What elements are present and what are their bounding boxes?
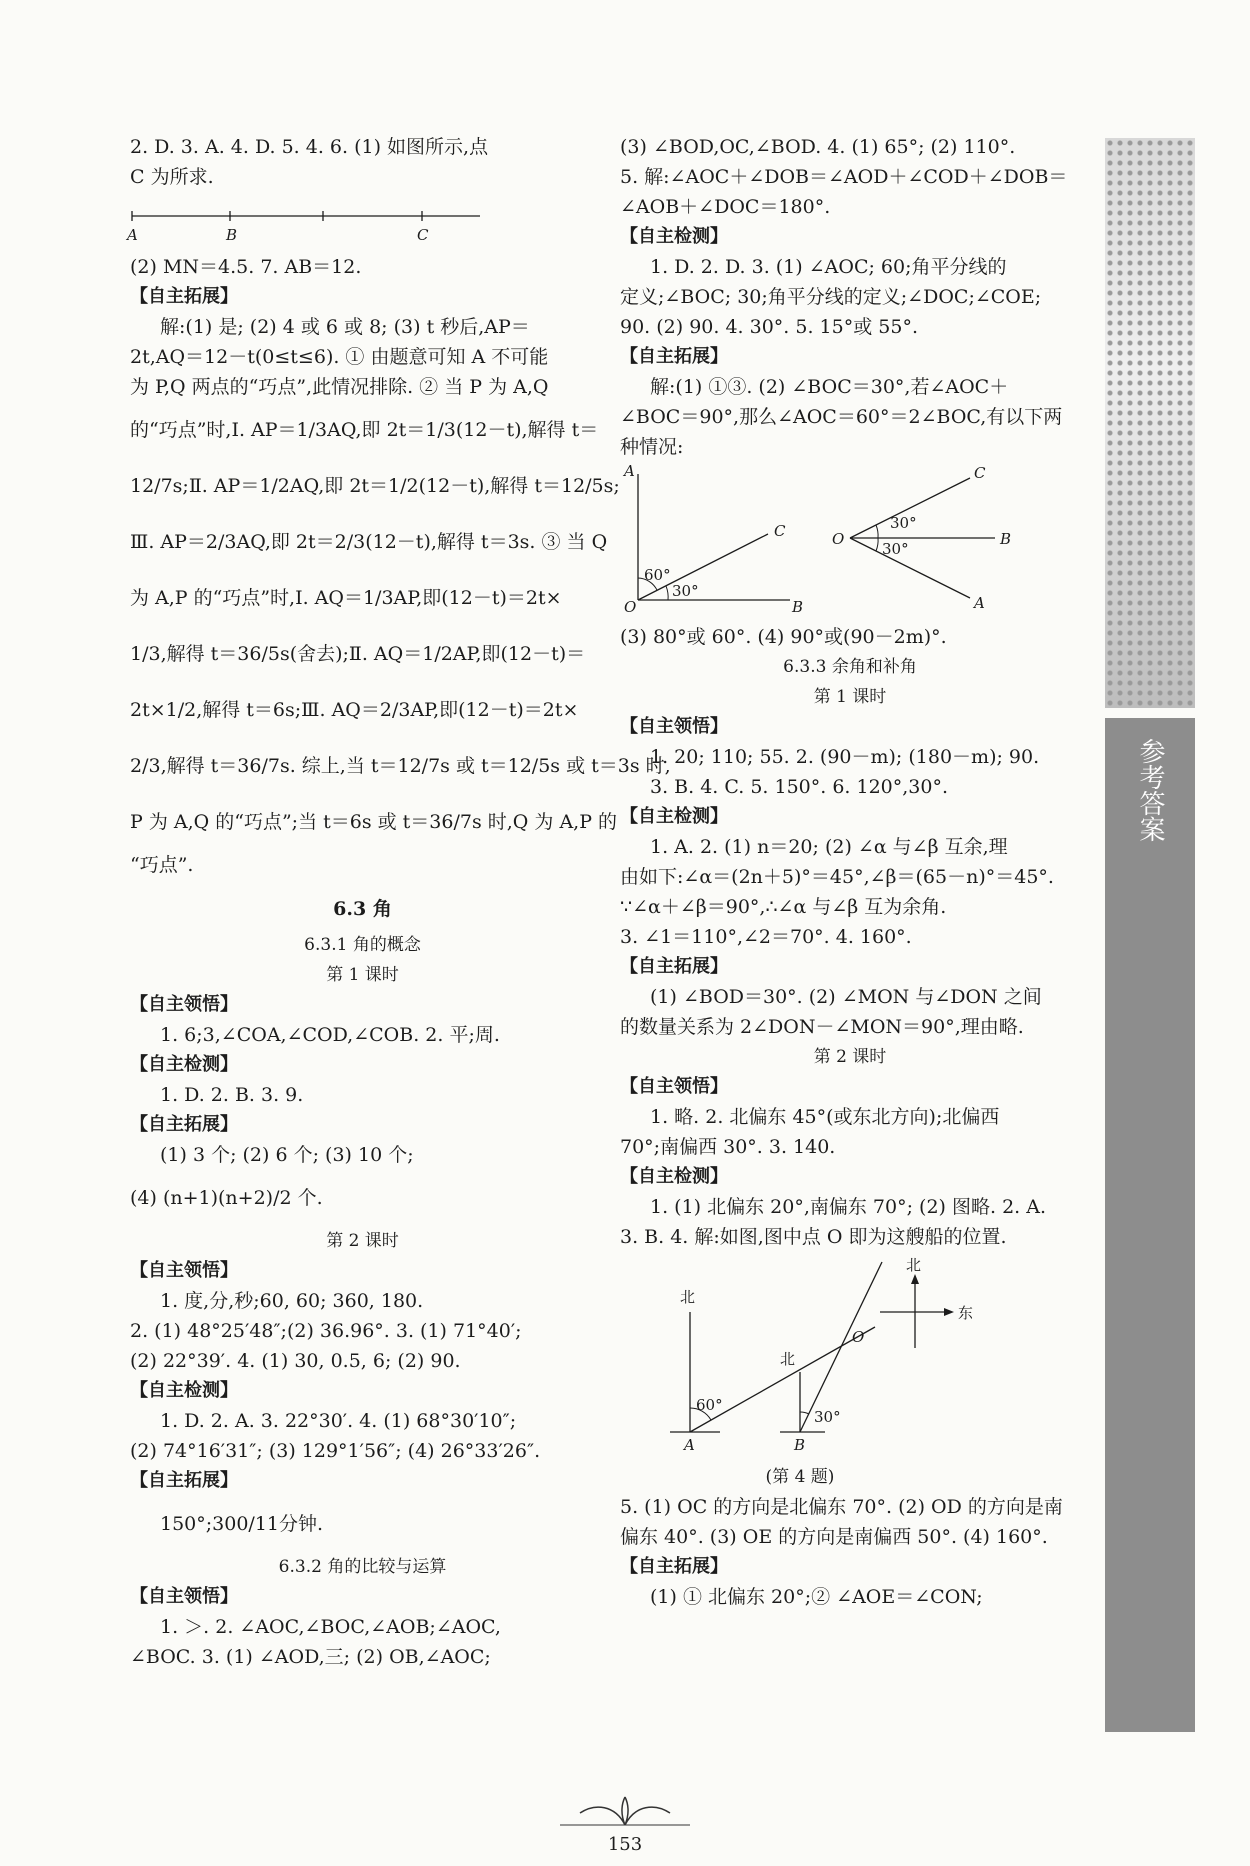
angle-diagrams xyxy=(620,462,1080,622)
answer-line: ∠BOC. 3. (1) ∠AOD,三; (2) OB,∠AOC; xyxy=(130,1646,491,1668)
answer-line: 70°;南偏西 30°. 3. 140. xyxy=(620,1136,836,1158)
answer-line: (2) 22°39′. 4. (1) 30, 0.5, 6; (2) 90. xyxy=(130,1350,461,1372)
section-heading: 【自主拓展】 xyxy=(130,286,238,307)
section-heading: 【自主拓展】 xyxy=(620,956,728,977)
figure-caption: (第 4 题) xyxy=(765,1467,835,1487)
segment-diagram xyxy=(127,192,510,252)
answer-line: 2. (1) 48°25′48″;(2) 36.96°. 3. (1) 71°40′; xyxy=(130,1320,522,1342)
answer-line: P 为 A,Q 的“巧点”;当 t＝6s 或 t＝36/7s 时,Q 为 A,P 的 xyxy=(130,811,618,833)
answer-line: 1. 6;3,∠COA,∠COD,∠COB. 2. 平;周. xyxy=(160,1024,500,1046)
section-heading: 【自主领悟】 xyxy=(620,716,728,737)
angle-label: 30° xyxy=(814,1408,841,1426)
side-tab-label: 参考答案 xyxy=(1135,738,1165,842)
answer-line: ∠BOC＝90°,那么∠AOC＝60°＝2∠BOC,有以下两 xyxy=(620,406,1063,428)
label-a: A xyxy=(684,1436,695,1454)
label-a: A xyxy=(974,594,985,612)
label-c: C xyxy=(774,522,786,540)
section-heading: 【自主拓展】 xyxy=(620,346,728,367)
answer-line: (2) MN＝4.5. 7. AB＝12. xyxy=(130,256,362,278)
answer-line: 1. A. 2. (1) n＝20; (2) ∠α 与∠β 互余,理 xyxy=(650,836,1008,858)
answer-line: ∠AOB＋∠DOC＝180°. xyxy=(620,196,831,218)
answer-line: (1) ∠BOD＝30°. (2) ∠MON 与∠DON 之间 xyxy=(650,986,1042,1008)
lesson-title: 第 2 课时 xyxy=(326,1231,399,1251)
label-c: C xyxy=(974,464,986,482)
answer-line: 3. B. 4. 解:如图,图中点 O 即为这艘船的位置. xyxy=(620,1226,1007,1248)
answer-line: 1. 略. 2. 北偏东 45°(或东北方向);北偏西 xyxy=(650,1106,1000,1128)
label-b: B xyxy=(226,226,238,244)
answer-line: ∵∠α＋∠β＝90°,∴∠α 与∠β 互为余角. xyxy=(620,896,947,918)
answer-line: (3) 80°或 60°. (4) 90°或(90－2m)°. xyxy=(620,626,947,648)
label-o: O xyxy=(624,598,637,616)
lesson-title: 第 1 课时 xyxy=(326,965,399,985)
compass-diagram xyxy=(620,1252,1080,1464)
answer-line: (3) ∠BOD,OC,∠BOD. 4. (1) 65°; (2) 110°. xyxy=(620,136,1016,158)
answer-line: Ⅲ. AP＝2/3AQ,即 2t＝2/3(12－t),解得 t＝3s. ③ 当 Q xyxy=(130,531,608,553)
answer-line: 150°;300/11分钟. xyxy=(160,1513,324,1535)
answer-line: 2t,AQ＝12－t(0≤t≤6). ① 由题意可知 A 不可能 xyxy=(130,346,549,368)
answer-line: (2) 74°16′31″; (3) 129°1′56″; (4) 26°33′26″. xyxy=(130,1440,541,1462)
east-label: 东 xyxy=(958,1304,974,1322)
answer-line: 种情况: xyxy=(620,436,684,458)
answer-line: (4) (n+1)(n+2)/2 个. xyxy=(130,1187,323,1209)
answer-line: 1. D. 2. A. 3. 22°30′. 4. (1) 68°30′10″; xyxy=(160,1410,517,1432)
section-heading: 【自主领悟】 xyxy=(130,1260,238,1281)
answer-line: (1) 3 个; (2) 6 个; (3) 10 个; xyxy=(160,1144,414,1166)
angle-label: 30° xyxy=(890,514,917,532)
answer-line: 解:(1) 是; (2) 4 或 6 或 8; (3) t 秒后,AP＝ xyxy=(160,316,530,338)
label-b: B xyxy=(1000,530,1012,548)
answer-line: 3. B. 4. C. 5. 150°. 6. 120°,30°. xyxy=(650,776,949,798)
section-title: 6.3 角 xyxy=(333,898,392,920)
section-heading: 【自主领悟】 xyxy=(130,1586,238,1607)
answer-line: 90. (2) 90. 4. 30°. 5. 15°或 55°. xyxy=(620,316,918,338)
answer-line: C 为所求. xyxy=(130,166,214,188)
section-heading: 【自主检测】 xyxy=(130,1054,238,1075)
answer-line: 为 A,P 的“巧点”时,Ⅰ. AQ＝1/3AP,即(12－t)＝2t× xyxy=(130,587,562,609)
answer-line: 1. (1) 北偏东 20°,南偏东 70°; (2) 图略. 2. A. xyxy=(650,1196,1046,1218)
north-label: 北 xyxy=(780,1350,796,1368)
answer-line: 解:(1) ①③. (2) ∠BOC＝30°,若∠AOC＋ xyxy=(650,376,1009,398)
section-heading: 【自主拓展】 xyxy=(130,1114,238,1135)
answer-line: 5. 解:∠AOC＋∠DOB＝∠AOD＋∠COD＋∠DOB＝ xyxy=(620,166,1068,188)
section-heading: 【自主领悟】 xyxy=(620,1076,728,1097)
label-o: O xyxy=(852,1328,865,1346)
north-label: 北 xyxy=(906,1256,922,1274)
answer-line: 1. 20; 110; 55. 2. (90－m); (180－m); 90. xyxy=(650,746,1040,768)
answer-line: 的“巧点”时,Ⅰ. AP＝1/3AQ,即 2t＝1/3(12－t),解得 t＝ xyxy=(130,419,599,441)
angle-figures xyxy=(620,462,1080,622)
side-tab xyxy=(1105,718,1195,1732)
compass-figure xyxy=(620,1252,1080,1492)
answer-line: (1) ① 北偏东 20°;② ∠AOE＝∠CON; xyxy=(650,1586,983,1608)
answer-line: 由如下:∠α＝(2n＋5)°＝45°,∠β＝(65－n)°＝45°. xyxy=(620,866,1054,888)
label-o: O xyxy=(832,530,845,548)
section-heading: 【自主领悟】 xyxy=(130,994,238,1015)
label-b: B xyxy=(792,598,804,616)
lesson-title: 第 2 课时 xyxy=(813,1047,887,1067)
answer-line: 3. ∠1＝110°,∠2＝70°. 4. 160°. xyxy=(620,926,912,948)
answer-line: 1. ＞. 2. ∠AOC,∠BOC,∠AOB;∠AOC, xyxy=(160,1616,501,1638)
answer-line: 的数量关系为 2∠DON－∠MON＝90°,理由略. xyxy=(620,1016,1024,1038)
answer-line: 12/7s;Ⅱ. AP＝1/2AQ,即 2t＝1/2(12－t),解得 t＝12/5s; xyxy=(130,475,620,497)
answer-line: 2/3,解得 t＝36/7s. 综上,当 t＝12/7s 或 t＝12/5s 或 t＝3s 时, xyxy=(130,755,671,777)
lesson-title: 第 1 课时 xyxy=(813,687,887,707)
page-number: 153 xyxy=(607,1834,643,1855)
angle-label: 60° xyxy=(696,1396,723,1414)
answer-line: 1. D. 2. B. 3. 9. xyxy=(160,1084,304,1106)
section-heading: 【自主检测】 xyxy=(620,226,728,247)
north-label: 北 xyxy=(680,1288,696,1306)
side-decorative-pattern xyxy=(1105,138,1195,708)
section-heading: 【自主拓展】 xyxy=(620,1556,728,1577)
section-heading: 【自主拓展】 xyxy=(130,1470,238,1491)
answer-line: 1. D. 2. D. 3. (1) ∠AOC; 60;角平分线的 xyxy=(650,256,1007,278)
angle-label: 60° xyxy=(644,566,671,584)
answer-line: 偏东 40°. (3) OE 的方向是南偏西 50°. (4) 160°. xyxy=(620,1526,1048,1548)
angle-label: 30° xyxy=(672,582,699,600)
answer-line: 定义;∠BOC; 30;角平分线的定义;∠DOC;∠COE; xyxy=(620,286,1042,308)
answer-line: “巧点”. xyxy=(130,854,194,876)
section-heading: 【自主检测】 xyxy=(130,1380,238,1401)
answer-line: 5. (1) OC 的方向是北偏东 70°. (2) OD 的方向是南 xyxy=(620,1496,1063,1518)
label-a: A xyxy=(624,462,635,480)
segment-figure xyxy=(127,192,595,252)
answer-line: 为 P,Q 两点的“巧点”,此情况排除. ② 当 P 为 A,Q xyxy=(130,376,549,398)
section-heading: 【自主检测】 xyxy=(620,1166,728,1187)
answer-line: 2t×1/2,解得 t＝6s;Ⅲ. AQ＝2/3AP,即(12－t)＝2t× xyxy=(130,699,579,721)
subsection-title: 6.3.2 角的比较与运算 xyxy=(278,1557,447,1577)
subsection-title: 6.3.3 余角和补角 xyxy=(783,657,917,677)
label-b: B xyxy=(794,1436,806,1454)
right-column xyxy=(620,132,1080,1612)
answer-line: 1/3,解得 t＝36/5s(舍去);Ⅱ. AQ＝1/2AP,即(12－t)＝ xyxy=(130,643,586,665)
label-c: C xyxy=(417,226,429,244)
footer-ornament xyxy=(560,1795,690,1829)
answer-line: 2. D. 3. A. 4. D. 5. 4. 6. (1) 如图所示,点 xyxy=(130,136,489,158)
section-heading: 【自主检测】 xyxy=(620,806,728,827)
angle-label: 30° xyxy=(882,540,909,558)
label-a: A xyxy=(127,226,138,244)
answer-line: 1. 度,分,秒;60, 60; 360, 180. xyxy=(160,1290,424,1312)
subsection-title: 6.3.1 角的概念 xyxy=(304,935,421,955)
